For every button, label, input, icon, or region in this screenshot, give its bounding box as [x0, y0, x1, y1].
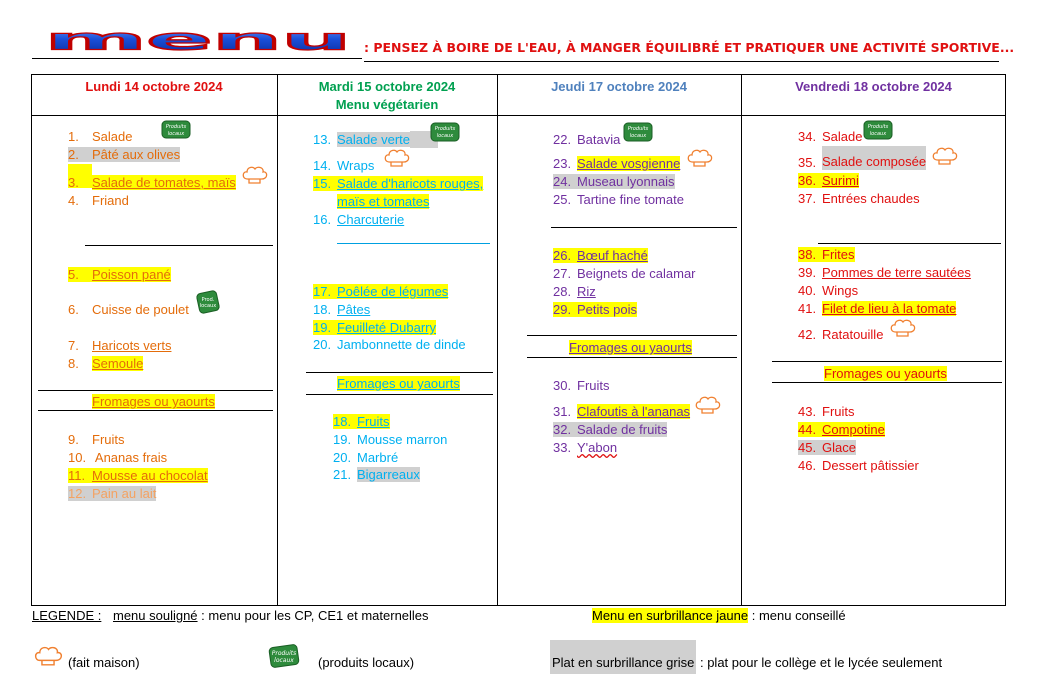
menu-item: 42. Ratatouille: [798, 327, 884, 342]
column-divider: [497, 74, 498, 606]
menu-item: 31. Clafoutis à l'ananas: [553, 404, 691, 419]
header-underline: [32, 58, 362, 59]
day-subtitle-mardi: Menu végétarien: [335, 97, 439, 112]
svg-text:Produits: Produits: [434, 126, 456, 132]
menu-item: 5. Poisson pané: [68, 267, 171, 282]
menu-item: Fromages ou yaourts: [824, 366, 947, 381]
separator: [306, 394, 493, 395]
chef-hat-icon: [931, 146, 958, 166]
legend-yellow-example: Menu en surbrillance jaune: [592, 608, 749, 623]
day-header-jeudi: Jeudi 17 octobre 2024: [551, 79, 687, 94]
separator: [818, 243, 1001, 244]
svg-text:locaux: locaux: [629, 133, 647, 139]
legend-yellow-desc: : menu conseillé: [748, 608, 846, 623]
menu-item: 3. Salade de tomates, maïs: [68, 175, 236, 190]
day-header-mardi: Mardi 15 octobre 2024: [318, 79, 456, 94]
menu-item: 36. Surimi: [798, 173, 859, 188]
menu-item: 19. Mousse marron: [333, 432, 448, 447]
legend-grey-example: Plat en surbrillance grise: [550, 640, 696, 674]
menu-item: 24. Museau lyonnais: [553, 174, 675, 189]
chef-hat-icon: [889, 318, 916, 338]
legend-underline-desc: : menu pour les CP, CE1 et maternelles: [197, 608, 429, 623]
menu-item: 23. Salade vosgienne: [553, 156, 681, 171]
svg-text:locaux: locaux: [436, 133, 454, 139]
svg-text:locaux: locaux: [199, 303, 217, 309]
produits-locaux-icon: [430, 122, 460, 142]
chef-hat-icon: [383, 148, 410, 168]
menu-item: 7. Haricots verts: [68, 338, 172, 353]
menu-item: 13. Salade verte: [313, 131, 438, 148]
menu-item: 46. Dessert pâtissier: [798, 458, 919, 473]
menu-item: 6. Cuisse de poulet: [68, 302, 189, 317]
menu-item: 20. Marbré: [333, 450, 399, 465]
menu-item: 20. Jambonnette de dinde: [313, 337, 466, 352]
separator: [337, 243, 490, 244]
menu-item: 11. Mousse au chocolat: [68, 468, 208, 483]
menu-item: 21. Bigarreaux: [333, 467, 420, 482]
legend-row-1: [32, 608, 429, 623]
menu-item: 1. Salade: [68, 129, 133, 144]
legend-yellow: [592, 608, 846, 623]
svg-text:Prod.: Prod.: [201, 297, 215, 303]
chef-hat-icon: [694, 395, 721, 415]
legend-produits-locaux: (produits locaux): [318, 655, 415, 670]
menu-item: 25. Tartine fine tomate: [553, 192, 684, 207]
slogan-underline: [364, 61, 999, 62]
separator: [772, 361, 1002, 362]
produits-locaux-icon: [268, 643, 300, 669]
legend-fait-maison: (fait maison): [68, 655, 140, 670]
separator: [306, 372, 493, 373]
menu-item: 18. Fruits: [333, 414, 390, 429]
legend-grey-desc: : plat pour le collège et le lycée seulement: [696, 655, 943, 670]
separator: [772, 382, 1002, 383]
menu-item: 22. Batavia: [553, 132, 621, 147]
menu-item: 9. Fruits: [68, 432, 125, 447]
chef-hat-icon: [241, 165, 268, 185]
menu-item: 44. Compotine: [798, 422, 885, 437]
menu-item: 33. Y'abon: [553, 440, 618, 455]
menu-item: Fromages ou yaourts: [569, 340, 692, 355]
svg-text:locaux: locaux: [167, 131, 185, 137]
svg-text:locaux: locaux: [274, 657, 294, 664]
menu-item: 12. Pain au lait: [68, 486, 157, 501]
menu-item: 8. Semoule: [68, 356, 144, 371]
menu-logo: [42, 24, 354, 54]
produits-locaux-icon: [196, 288, 220, 314]
svg-text:Produits: Produits: [271, 650, 297, 657]
menu-item: 32. Salade de fruits: [553, 422, 668, 437]
svg-text:Produits: Produits: [165, 124, 187, 130]
menu-item: 17. Poêlée de légumes: [313, 284, 449, 299]
menu-item: 26. Bœuf haché: [553, 248, 648, 263]
legend-label: LEGENDE :: [32, 608, 102, 623]
menu-item: 34. Salade: [798, 129, 863, 144]
menu-item: 16. Charcuterie: [313, 212, 405, 227]
separator: [38, 390, 273, 391]
separator: [85, 245, 273, 246]
menu-item: 30. Fruits: [553, 378, 610, 393]
menu-item: 14. Wraps: [313, 158, 375, 173]
menu-item: 4. Friand: [68, 193, 129, 208]
menu-item: 10. Ananas frais: [68, 450, 168, 465]
separator: [551, 227, 737, 228]
separator: [527, 335, 737, 336]
menu-item: 18. Pâtes: [313, 302, 371, 317]
produits-locaux-icon: [863, 120, 893, 140]
menu-item: 2. Pâté aux olives: [68, 147, 181, 162]
day-header-lundi: Lundi 14 octobre 2024: [85, 79, 223, 94]
svg-text:locaux: locaux: [869, 131, 887, 137]
menu-item: 19. Feuilleté Dubarry: [313, 320, 436, 335]
menu-item: maïs et tomates: [337, 194, 430, 209]
menu-item: Fromages ou yaourts: [92, 394, 215, 409]
header-row-divider: [31, 115, 1006, 116]
column-divider: [741, 74, 742, 606]
separator: [527, 357, 737, 358]
menu-item: 37. Entrées chaudes: [798, 191, 920, 206]
chef-hat-icon: [686, 148, 713, 168]
menu-item: 39. Pommes de terre sautées: [798, 265, 971, 280]
menu-item: 15. Salade d'haricots rouges,: [313, 176, 484, 191]
chef-hat-icon: [33, 645, 63, 667]
menu-item: 38. Frites: [798, 247, 855, 262]
svg-text:Produits: Produits: [867, 124, 889, 130]
legend-grey: [550, 640, 942, 674]
produits-locaux-icon: [161, 120, 191, 139]
produits-locaux-icon: [623, 122, 653, 142]
day-header-vendredi: Vendredi 18 octobre 2024: [795, 79, 952, 94]
menu-item: 45. Glace: [798, 440, 856, 455]
svg-text:menu: menu: [44, 24, 352, 54]
svg-text:Produits: Produits: [627, 126, 649, 132]
separator: [38, 410, 273, 411]
menu-item: 35. Salade composée: [798, 146, 926, 170]
legend-underline-example: menu souligné: [112, 608, 198, 623]
menu-item: 28. Riz: [553, 284, 596, 299]
menu-item: 27. Beignets de calamar: [553, 266, 696, 281]
menu-item: 41. Filet de lieu à la tomate: [798, 301, 957, 316]
menu-item: 40. Wings: [798, 283, 859, 298]
menu-item: 43. Fruits: [798, 404, 855, 419]
menu-item: Fromages ou yaourts: [337, 376, 460, 391]
menu-item: 29. Petits pois: [553, 302, 637, 317]
slogan: : PENSEZ À BOIRE DE L'EAU, À MANGER ÉQUILIBRÉ ET PRATIQUER UNE ACTIVITÉ SPORTIVE...: [364, 40, 1015, 55]
column-divider: [277, 74, 278, 606]
